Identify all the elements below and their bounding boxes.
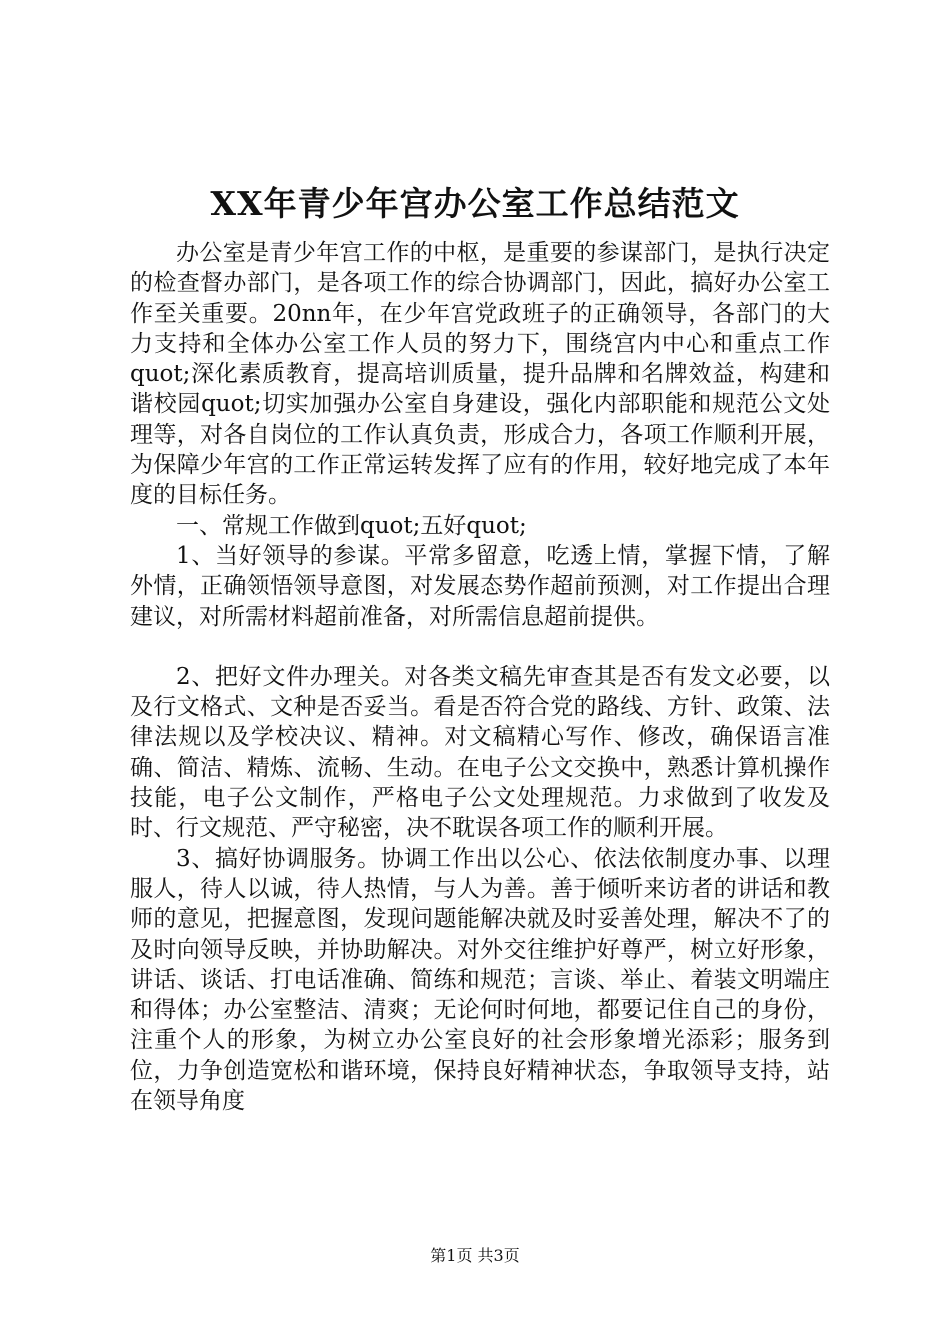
- section-heading: 一、常规工作做到quot;五好quot;: [176, 512, 527, 539]
- paragraph-intro: 办公室是青少年宫工作的中枢，是重要的参谋部门，是执行决定的检查督办部门，是各项工作的综合协调部门，因此，搞好办公室工作至关重要。20nn年，在少年宫党政班子的正确领导，各部门的大力支持和全体办公室工作人员的努力下，围绕宫内中心和重点工作quot;深化素质教育，提高培训质量，提升品牌和名牌效益，构建和谐校园quot;切实加强办公室自身建设，强化内部职能和规范公文处理等，对各自岗位的工作认真负责，形成合力，各项工作顺利开展，为保障少年宫的工作正常运转发挥了应有的作用，较好地完成了本年度的目标任务。: [130, 240, 830, 509]
- paragraph-item-2: 2、把好文件办理关。对各类文稿先审查其是否有发文必要，以及行文格式、文种是否妥当。看是否符合党的路线、方针、政策、法律法规以及学校决议、精神。对文稿精心写作、修改，确保语言准确、简洁、精炼、流畅、生动。在电子公文交换中，熟悉计算机操作技能，电子公文制作，严格电子公文处理规范。力求做到了收发及时、行文规范、严守秘密，决不耽误各项工作的顺利开展。: [130, 663, 830, 842]
- paragraph-item-3: 3、搞好协调服务。协调工作出以公心、依法依制度办事、以理服人，待人以诚，待人热情，与人为善。善于倾听来访者的讲话和教师的意见，把握意图，发现问题能解决就及时妥善处理，解决不了的及时向领导反映，并协助解决。对外交往维护好尊严，树立好形象，讲话、谈话、打电话准确、简练和规范；言谈、举止、着装文明端庄和得体；办公室整洁、清爽；无论何时何地，都要记住自己的身份，注重个人的形象，为树立办公室良好的社会形象增光添彩；服务到位，力争创造宽松和谐环境，保持良好精神状态，争取领导支持，站在领导角度: [130, 845, 830, 1115]
- paragraph-item-1: 1、当好领导的参谋。平常多留意，吃透上情，掌握下情，了解外情，正确领悟领导意图，对发展态势作超前预测，对工作提出合理建议，对所需材料超前准备，对所需信息超前提供。: [130, 542, 830, 630]
- document-title: XX年青少年宫办公室工作总结范文: [210, 184, 740, 223]
- page-footer: 第1页 共3页: [430, 1246, 520, 1265]
- document-body: [130, 238, 830, 1116]
